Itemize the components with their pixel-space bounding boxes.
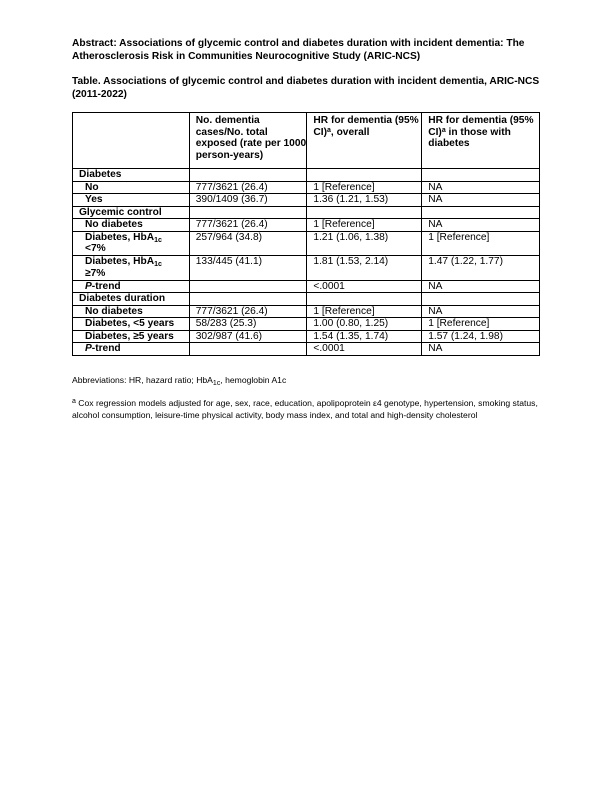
header-hr-overall <box>307 113 422 169</box>
hr-overall-cell: 1.54 (1.35, 1.74) <box>307 330 422 343</box>
footnote-text: Cox regression models adjusted for age, sex, race, education, apolipoprotein ε4 genotype, hypertension, smoking status, alcohol consumption, leisure-time physical activity, body mass index, and total and high-density cholesterol <box>72 398 538 420</box>
hr-overall-cell: <.0001 <box>307 343 422 356</box>
row-label <box>73 280 190 293</box>
table-row <box>73 231 540 256</box>
hr-overall-cell: 1.36 (1.21, 1.53) <box>307 194 422 207</box>
row-label-italic: P <box>85 280 92 292</box>
footnote <box>72 398 542 421</box>
section-label: Diabetes <box>73 169 190 182</box>
cases-cell: 302/987 (41.6) <box>189 330 307 343</box>
cases-cell: 777/3621 (26.4) <box>189 305 307 318</box>
section-row-duration <box>73 293 540 306</box>
row-label: Diabetes, ≥5 years <box>73 330 190 343</box>
row-label-text: Diabetes, HbA <box>85 256 155 267</box>
table-header-row <box>73 113 540 169</box>
row-label-italic: P <box>85 343 92 354</box>
section-row-glycemic <box>73 206 540 219</box>
header-hr-diabetes <box>422 113 540 169</box>
abbreviations-note <box>72 375 542 386</box>
hr-overall-cell: 1 [Reference] <box>307 181 422 194</box>
hr-diabetes-cell: 1 [Reference] <box>422 231 540 256</box>
hr-diabetes-cell: 1.57 (1.24, 1.98) <box>422 330 540 343</box>
cases-cell: 257/964 (34.8) <box>189 231 307 256</box>
table-row <box>73 280 540 293</box>
hr-overall-cell: 1 [Reference] <box>307 219 422 232</box>
table-row <box>73 343 540 356</box>
hr-diabetes-cell: 1.47 (1.22, 1.77) <box>422 256 540 281</box>
row-label: No diabetes <box>73 305 190 318</box>
abbreviations-subscript: 1c <box>212 380 221 387</box>
hr-diabetes-cell: NA <box>422 280 540 293</box>
header-hr-diabetes-sup: a <box>441 126 446 134</box>
table-row <box>73 194 540 207</box>
row-label <box>73 231 190 256</box>
hr-diabetes-cell: NA <box>422 181 540 194</box>
row-label: No diabetes <box>73 219 190 232</box>
row-label-text: -trend <box>91 280 121 292</box>
row-label: Diabetes, <5 years <box>73 318 190 331</box>
results-table <box>72 112 540 356</box>
header-hr-overall-suffix: , overall <box>330 126 370 138</box>
row-label <box>73 343 190 356</box>
row-label-text: -trend <box>91 343 121 354</box>
header-hr-diabetes-text: HR for dementia (95% CI) <box>428 115 534 138</box>
hr-overall-cell: 1.81 (1.53, 2.14) <box>307 256 422 281</box>
abbreviations-text: Abbreviations: HR, hazard ratio; HbA <box>72 375 213 385</box>
header-cases: No. dementia cases/No. total exposed (rate per 1000 person-years) <box>189 113 307 169</box>
section-label: Glycemic control <box>73 206 190 219</box>
section-row-diabetes <box>73 169 540 182</box>
cases-cell: 133/445 (41.1) <box>189 256 307 281</box>
cases-cell <box>189 343 307 356</box>
table-row <box>73 318 540 331</box>
table-row <box>73 219 540 232</box>
cases-cell: 777/3621 (26.4) <box>189 181 307 194</box>
table-row <box>73 256 540 281</box>
hr-overall-cell: 1 [Reference] <box>307 305 422 318</box>
row-label-subscript: 1c <box>154 261 162 268</box>
row-label-threshold: <7% <box>85 243 106 254</box>
abbreviations-suffix: , hemoglobin A1c <box>220 375 287 385</box>
hr-diabetes-cell: NA <box>422 343 540 356</box>
header-hr-diabetes-suffix: in those with diabetes <box>428 126 511 149</box>
hr-overall-cell: 1.21 (1.06, 1.38) <box>307 231 422 256</box>
table-row <box>73 305 540 318</box>
row-label <box>73 256 190 281</box>
hr-diabetes-cell: NA <box>422 305 540 318</box>
hr-overall-cell: 1.00 (0.80, 1.25) <box>307 318 422 331</box>
cases-cell: 777/3621 (26.4) <box>189 219 307 232</box>
hr-diabetes-cell: 1 [Reference] <box>422 318 540 331</box>
cases-cell <box>189 280 307 293</box>
row-label: No <box>73 181 190 194</box>
table-row <box>73 181 540 194</box>
table-title: Table. Associations of glycemic control and diabetes duration with incident dementia, ARIC-NCS (2011-2022) <box>72 76 540 100</box>
hr-diabetes-cell: NA <box>422 194 540 207</box>
hr-diabetes-cell: NA <box>422 219 540 232</box>
cases-cell: 390/1409 (36.7) <box>189 194 307 207</box>
row-label-threshold: ≥7% <box>85 267 106 279</box>
cases-cell: 58/283 (25.3) <box>189 318 307 331</box>
row-label-text: Diabetes, HbA <box>85 231 155 243</box>
header-hr-overall-sup: a <box>327 126 331 134</box>
hr-overall-cell: <.0001 <box>307 280 422 293</box>
abstract-title: Abstract: Associations of glycemic control and diabetes duration with incident dementia: The Atherosclerosis Risk in Communities Neurocognitive Study (ARIC-NCS) <box>72 38 525 62</box>
row-label: Yes <box>73 194 190 207</box>
header-empty-cell <box>73 113 190 169</box>
row-label-subscript: 1c <box>154 236 162 244</box>
footnote-mark: a <box>72 398 76 405</box>
section-label: Diabetes duration <box>73 293 190 306</box>
header-hr-overall-text: HR for dementia (95% CI) <box>313 115 419 138</box>
table-row <box>73 330 540 343</box>
